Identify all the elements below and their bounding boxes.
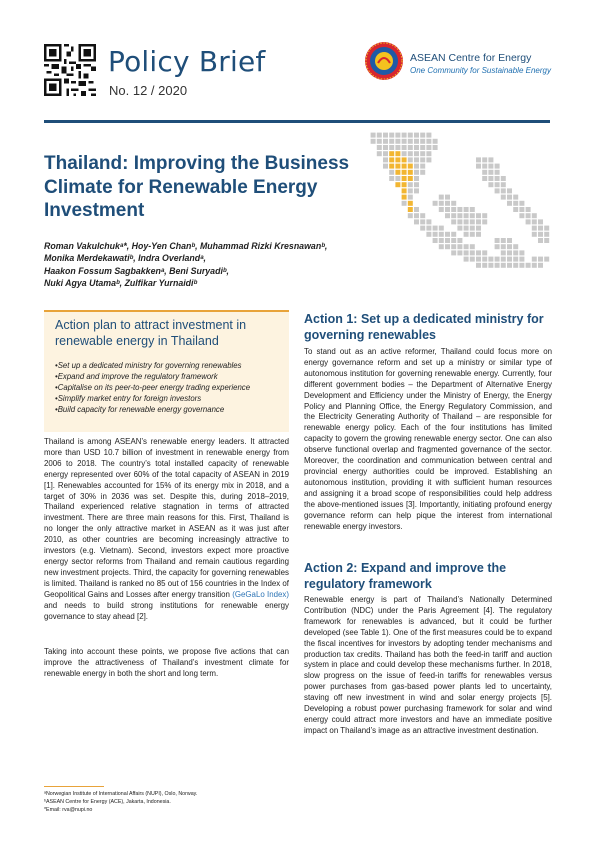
map-cell	[433, 238, 438, 243]
map-cell	[414, 182, 419, 187]
map-cell	[383, 139, 388, 144]
map-cell	[513, 195, 518, 200]
map-cell-thailand	[389, 157, 394, 162]
map-cell	[513, 207, 518, 212]
proposal-paragraph: Taking into account these points, we propose five actions that can improve the attractiveness of Thailand’s investment climate for renewable energy in both the short and long term.	[44, 647, 289, 678]
map-cell	[426, 139, 431, 144]
map-cell	[532, 257, 537, 262]
map-cell	[482, 250, 487, 255]
map-cell	[433, 201, 438, 206]
map-cell	[482, 213, 487, 218]
map-cell	[420, 219, 425, 224]
map-cell	[420, 139, 425, 144]
map-cell	[408, 133, 413, 138]
map-cell	[495, 188, 500, 193]
map-cell	[501, 244, 506, 249]
map-cell	[451, 238, 456, 243]
map-cell	[389, 170, 394, 175]
map-cell	[464, 213, 469, 218]
map-cell	[439, 244, 444, 249]
footnote: ᵃNorwegian Institute of International Affairs (NUPI), Oslo, Norway.	[44, 791, 198, 797]
map-cell	[470, 226, 475, 231]
map-cell-thailand	[395, 170, 400, 175]
author-line: Monika Merdekawatiᵇ, Indra Overlandᵃ,	[44, 253, 206, 264]
map-cell	[519, 201, 524, 206]
author-line: Haakon Fossum Sagbakkenᵃ, Beni Suryadiᵇ,	[44, 265, 229, 276]
intro-text-end: and needs to build strong institutions for renewable energy governance to stay ahead [2].	[44, 600, 289, 621]
map-cell	[445, 207, 450, 212]
map-cell	[445, 201, 450, 206]
map-cell	[383, 151, 388, 156]
map-cell	[544, 238, 549, 243]
map-cell	[445, 213, 450, 218]
map-cell	[519, 213, 524, 218]
map-cell	[439, 232, 444, 237]
map-cell	[426, 133, 431, 138]
map-cell	[501, 263, 506, 268]
map-cell-thailand	[408, 207, 413, 212]
map-cell	[526, 219, 531, 224]
map-cell	[532, 213, 537, 218]
map-cell	[371, 133, 376, 138]
map-cell	[464, 232, 469, 237]
map-cell	[439, 201, 444, 206]
map-cell	[408, 195, 413, 200]
action2-heading: Action 2: Expand and improve the regulatory framework	[304, 561, 507, 591]
map-cell	[513, 244, 518, 249]
map-cell	[414, 207, 419, 212]
map-cell	[464, 244, 469, 249]
intro-paragraph	[44, 437, 289, 622]
map-cell-thailand	[402, 182, 407, 187]
action-plan-item: • Expand and improve the regulatory framework	[55, 371, 285, 382]
map-cell-thailand	[408, 176, 413, 181]
author-line: Nuki Agya Utamaᵇ, Zulfikar Yurnaidiᵇ	[44, 278, 198, 289]
map-cell	[426, 219, 431, 224]
map-cell-thailand	[395, 182, 400, 187]
map-cell	[389, 139, 394, 144]
map-cell	[476, 157, 481, 162]
map-cell	[414, 145, 419, 150]
map-cell	[426, 232, 431, 237]
map-cell	[501, 188, 506, 193]
action2-paragraph: Renewable energy is part of Thailand’s Nationally Determined Contribution (NDC) under the Paris Agreement [4]. The regulatory framework for renewables is advanced, but it could be further developed (see Table 1). One of the first measures could be to expand the fiscal incentives for investors by adopting tender mechanisms and production tax credits. Thailand has both the feed-in tariff and auction system in place and could develop these mechanisms further. In 2018, slow progress on the issue of feed-in tariffs for renewables versus power purchases from gas-based power plants led to uncertainty, staving off new investment in wind and solar energy projects [5]. Developing a robust power purchasing framework for solar and wind energy could attract more investors and have an immediate positive impact on Thailand’s image as an attractive investment destination.	[304, 595, 552, 735]
map-cell	[402, 145, 407, 150]
map-cell	[501, 176, 506, 181]
map-cell	[532, 226, 537, 231]
map-cell	[420, 151, 425, 156]
map-cell	[501, 195, 506, 200]
map-cell	[501, 238, 506, 243]
map-cell	[488, 157, 493, 162]
map-cell	[482, 157, 487, 162]
map-cell-thailand	[402, 188, 407, 193]
map-cell	[538, 238, 543, 243]
map-cell	[507, 257, 512, 262]
map-cell	[507, 263, 512, 268]
map-cell	[526, 263, 531, 268]
map-cell	[470, 244, 475, 249]
map-cell-thailand	[408, 201, 413, 206]
map-cell	[433, 139, 438, 144]
brief-title: Policy Brief	[108, 45, 266, 78]
map-cell	[488, 263, 493, 268]
map-cell	[445, 195, 450, 200]
brief-number: No. 12 / 2020	[109, 83, 188, 98]
map-cell	[377, 133, 382, 138]
author-line: Roman Vakulchukᵃ*, Hoy-Yen Chanᵇ, Muhammad Rizki Kresnawanᵇ,	[44, 241, 328, 251]
map-cell-thailand	[389, 164, 394, 169]
map-cell-thailand	[408, 170, 413, 175]
map-cell	[445, 232, 450, 237]
map-cell-thailand	[402, 195, 407, 200]
qr-code-icon	[44, 44, 96, 96]
footnotes	[44, 790, 344, 814]
map-cell	[470, 207, 475, 212]
map-cell	[377, 139, 382, 144]
map-cell	[414, 188, 419, 193]
map-cell	[439, 195, 444, 200]
map-cell	[501, 257, 506, 262]
map-cell	[532, 232, 537, 237]
map-cell-thailand	[395, 151, 400, 156]
map-cell	[402, 139, 407, 144]
map-cell	[495, 257, 500, 262]
map-cell	[433, 226, 438, 231]
map-cell	[476, 226, 481, 231]
map-cell	[451, 207, 456, 212]
map-cell	[538, 257, 543, 262]
map-cell-thailand	[389, 151, 394, 156]
map-cell	[451, 232, 456, 237]
map-cell	[414, 164, 419, 169]
map-cell	[544, 257, 549, 262]
map-cell	[507, 250, 512, 255]
map-cell	[464, 250, 469, 255]
action-plan-list	[55, 360, 285, 415]
map-cell	[538, 232, 543, 237]
org-name: ASEAN Centre for Energy	[410, 52, 532, 64]
map-cell	[457, 226, 462, 231]
map-cell	[414, 139, 419, 144]
map-cell	[464, 226, 469, 231]
action1-heading: Action 1: Set up a dedicated ministry for governing renewables	[304, 312, 544, 342]
map-cell	[426, 157, 431, 162]
action1-paragraph: To stand out as an active reformer, Thailand could focus more on energy governance reform and set up a ministry or similar type of autonomous institution for governing renewable energy. Currently, four different government bodies – the Department of Alternative Energy Development and Efficiency under the Ministry of Energy, the Energy Policy and Planning Office, the Energy Regulatory Commission, and the Electricity Generating Authority of Thailand – are responsible for renewable energy policy. Each of the four institutions has limited capacity to govern the growing renewable energy sector. One can also observe functional overlap and fragmented governance of the sector. Moreover, the coordination and communication between central and provincial energy authorities could be improved. Establishing an autonomous institution, providing it with sufficient human resources and assigning it a broad scope of responsibilities could help address the above-mentioned issues [3]. Importantly, initiating profound energy governance reform can help pique the interest from international renewable energy investors.	[304, 347, 552, 531]
map-cell	[495, 182, 500, 187]
map-cell	[389, 145, 394, 150]
map-cell	[464, 219, 469, 224]
map-cell	[395, 133, 400, 138]
map-cell	[457, 207, 462, 212]
map-cell	[457, 213, 462, 218]
map-cell	[519, 207, 524, 212]
map-cell-thailand	[402, 170, 407, 175]
map-cell	[470, 219, 475, 224]
map-cell	[507, 195, 512, 200]
map-cell	[383, 145, 388, 150]
map-cell	[414, 176, 419, 181]
map-cell	[538, 263, 543, 268]
footnote-divider	[44, 786, 104, 787]
map-cell	[513, 201, 518, 206]
map-cell	[501, 182, 506, 187]
map-cell	[402, 201, 407, 206]
map-cell	[488, 182, 493, 187]
action-plan-title: Action plan to attract investment in renewable energy in Thailand	[55, 318, 247, 348]
map-cell	[476, 164, 481, 169]
map-cell	[488, 170, 493, 175]
map-cell-thailand	[402, 164, 407, 169]
asean-centre-for-energy-logo	[364, 41, 404, 81]
map-cell	[476, 213, 481, 218]
map-cell	[408, 139, 413, 144]
map-cell	[408, 213, 413, 218]
map-cell	[470, 213, 475, 218]
map-cell	[513, 250, 518, 255]
map-cell	[519, 263, 524, 268]
map-cell	[420, 157, 425, 162]
map-cell	[439, 238, 444, 243]
map-cell	[544, 232, 549, 237]
map-cell	[402, 151, 407, 156]
map-cell	[439, 207, 444, 212]
map-cell	[488, 257, 493, 262]
map-cell	[420, 133, 425, 138]
map-cell	[451, 244, 456, 249]
map-cell	[470, 257, 475, 262]
map-cell	[513, 257, 518, 262]
map-cell	[507, 244, 512, 249]
gegalo-index-link[interactable]: (GeGaLo Index)	[232, 589, 289, 599]
map-cell	[507, 238, 512, 243]
map-cell	[377, 151, 382, 156]
map-cell	[476, 232, 481, 237]
map-cell	[488, 176, 493, 181]
map-cell	[420, 213, 425, 218]
document-title: Thailand: Improving the Business Climate for Renewable Energy Investment	[44, 153, 350, 221]
map-cell	[420, 164, 425, 169]
map-cell	[532, 219, 537, 224]
map-cell	[495, 170, 500, 175]
map-cell	[420, 145, 425, 150]
map-cell	[513, 263, 518, 268]
map-cell	[389, 133, 394, 138]
map-cell	[488, 164, 493, 169]
map-cell	[470, 250, 475, 255]
map-cell	[408, 188, 413, 193]
map-cell-thailand	[402, 157, 407, 162]
map-cell	[408, 182, 413, 187]
map-cell	[526, 207, 531, 212]
map-cell	[538, 219, 543, 224]
map-cell	[501, 250, 506, 255]
map-cell	[426, 151, 431, 156]
map-cell	[383, 164, 388, 169]
map-cell	[395, 139, 400, 144]
map-cell	[408, 157, 413, 162]
map-cell	[482, 219, 487, 224]
map-cell	[414, 219, 419, 224]
map-cell	[420, 170, 425, 175]
action-plan-item: • Capitalise on its peer-to-peer energy trading experience	[55, 382, 285, 393]
map-cell	[457, 244, 462, 249]
map-cell	[482, 170, 487, 175]
map-cell	[495, 238, 500, 243]
map-cell	[507, 188, 512, 193]
map-cell	[371, 139, 376, 144]
map-cell	[495, 176, 500, 181]
map-cell	[470, 232, 475, 237]
southeast-asia-map-icon	[370, 132, 552, 274]
map-cell	[495, 263, 500, 268]
map-cell	[408, 145, 413, 150]
map-cell	[476, 263, 481, 268]
map-cell-thailand	[395, 164, 400, 169]
map-cell	[414, 133, 419, 138]
footnote: *Email: rva@nupi.no	[44, 807, 93, 813]
map-cell	[408, 151, 413, 156]
map-cell	[414, 151, 419, 156]
map-cell	[439, 226, 444, 231]
map-cell	[426, 145, 431, 150]
map-cell	[383, 157, 388, 162]
map-cell	[482, 176, 487, 181]
map-cell	[451, 201, 456, 206]
org-tagline: One Community for Sustainable Energy	[410, 66, 551, 75]
map-cell	[482, 257, 487, 262]
map-cell-thailand	[402, 176, 407, 181]
map-cell	[433, 232, 438, 237]
header-divider	[44, 120, 550, 123]
map-cell	[395, 145, 400, 150]
map-cell	[507, 201, 512, 206]
map-cell	[482, 263, 487, 268]
map-cell	[445, 238, 450, 243]
map-cell	[451, 250, 456, 255]
map-cell	[389, 176, 394, 181]
action-plan-item: • Simplify market entry for foreign investors	[55, 393, 285, 404]
map-cell	[395, 176, 400, 181]
map-cell	[476, 250, 481, 255]
map-cell	[383, 133, 388, 138]
map-cell	[538, 226, 543, 231]
map-cell	[476, 219, 481, 224]
map-cell	[426, 226, 431, 231]
map-cell	[519, 257, 524, 262]
author-list	[44, 240, 364, 290]
map-cell-thailand	[395, 157, 400, 162]
map-cell	[495, 164, 500, 169]
map-cell	[476, 257, 481, 262]
map-cell	[445, 244, 450, 249]
map-cell	[433, 145, 438, 150]
map-cell	[414, 157, 419, 162]
map-cell	[414, 213, 419, 218]
map-cell	[451, 213, 456, 218]
map-cell	[482, 164, 487, 169]
map-cell	[532, 263, 537, 268]
map-cell	[457, 219, 462, 224]
map-cell	[457, 238, 462, 243]
map-cell-thailand	[408, 164, 413, 169]
action-plan-item: • Set up a dedicated ministry for governing renewables	[55, 360, 285, 371]
map-cell	[420, 226, 425, 231]
map-cell	[402, 133, 407, 138]
intro-text: Thailand is among ASEAN’s renewable energy leaders. It attracted more than USD 10.7 billion of investment in renewable energy from 2006 to 2018. The country’s total installed capacity of renewable energy represented over 60% of the total capacity of ASEAN in 2019 [1]. Renewables accounted for 15% of its energy mix in 2018, and a target of 30% in 2036 was set. Despite this, during 2018–2019, Thailand experienced relative stagnation in terms of attracted investment. There are three main reasons for this. First, Thailand is no longer the only attractive market in ASEAN as it was just after 2010, as other countries are becoming increasingly attractive to investors (e.g. Vietnam). Second, investors expect more proactive energy sector reforms from Thailand and remain cautious regarding new investment projects. Third, the capacity for governing renewables is limited. Thailand is ranked no 85 out of 156 countries in the Index of Geopolitical Gains and Losses after energy transition	[44, 437, 289, 599]
map-cell	[464, 257, 469, 262]
map-cell	[495, 244, 500, 249]
map-cell	[457, 250, 462, 255]
map-cell	[377, 145, 382, 150]
map-cell	[464, 207, 469, 212]
map-cell	[414, 170, 419, 175]
map-cell	[451, 219, 456, 224]
action-plan-item: • Build capacity for renewable energy governance	[55, 404, 285, 415]
map-cell	[544, 226, 549, 231]
map-cell	[526, 213, 531, 218]
footnote: ᵇASEAN Centre for Energy (ACE), Jakarta, Indonesia.	[44, 799, 171, 805]
map-cell	[519, 250, 524, 255]
